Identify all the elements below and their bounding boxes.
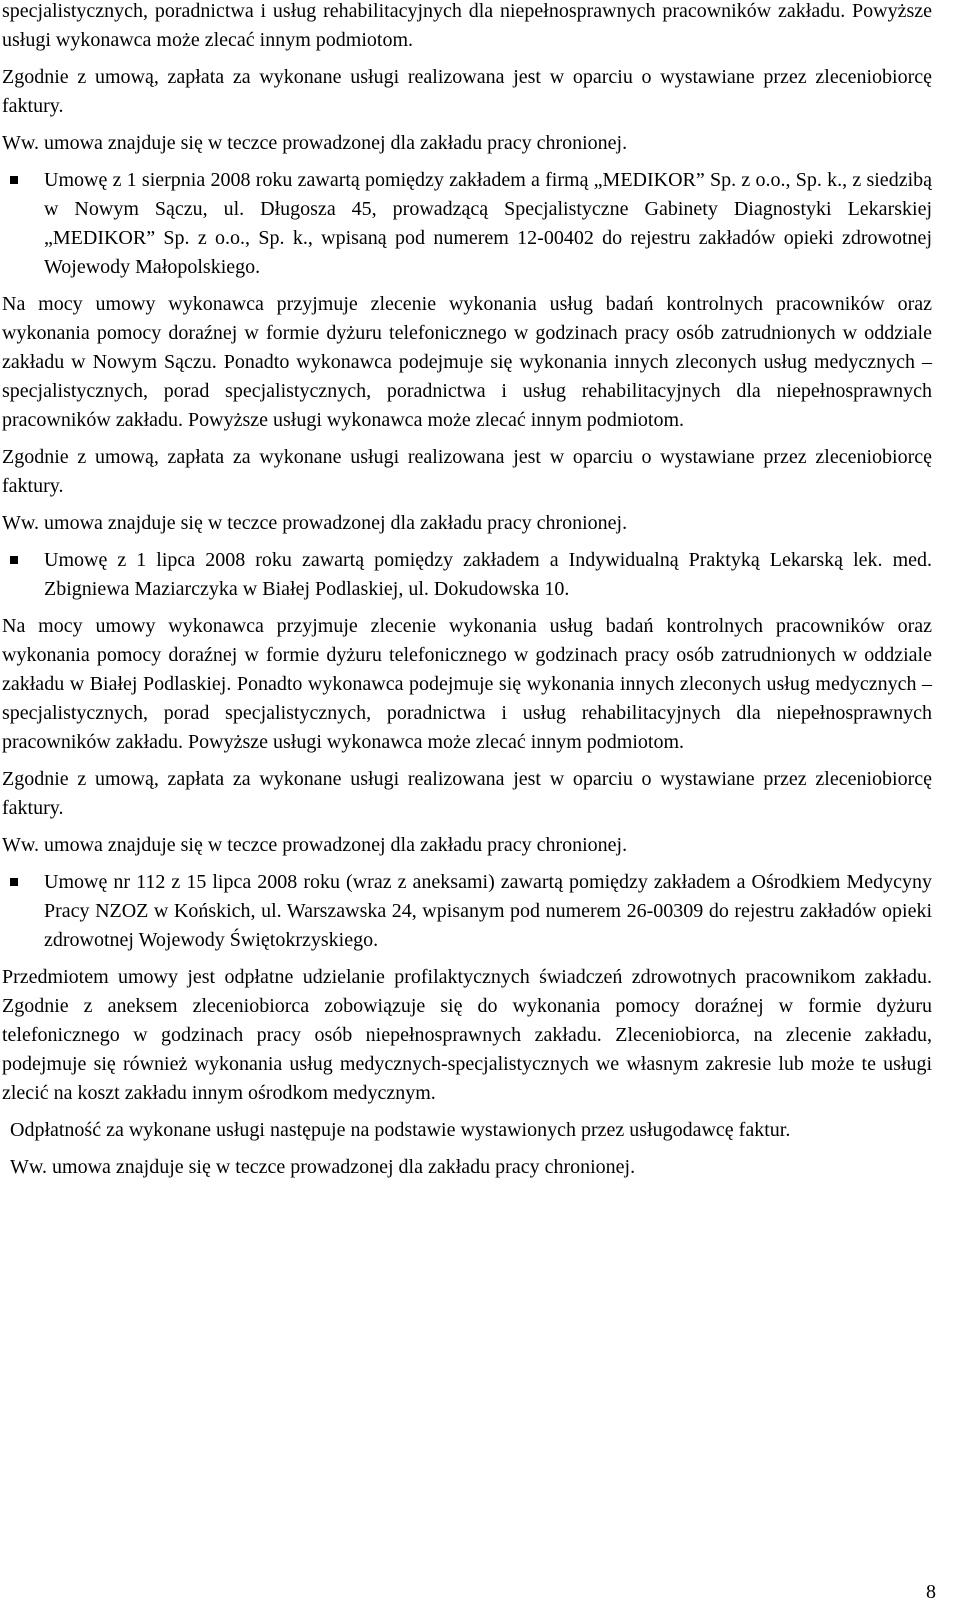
paragraph: Na mocy umowy wykonawca przyjmuje zlecenie wykonania usług badań kontrolnych pracowników oraz wykonania pomocy doraźnej w formie dyżuru telefonicznego w godzinach pracy osób zatrudnionych w oddziale zakładu w Białej Podlaskiej. Ponadto wykonawca podejmuje się wykonania innych zleconych usług medycznych – specjalistycznych, porad specjalistycznych, poradnictwa i usług rehabilitacyjnych dla niepełnosprawnych pracowników zakładu. Powyższe usługi wykonawca może zlecać innym podmiotom. [2, 615, 932, 753]
paragraph: Zgodnie z umową, zapłata za wykonane usługi realizowana jest w oparciu o wystawiane przez zleceniobiorcę faktury. [2, 768, 932, 819]
paragraph: Ww. umowa znajduje się w teczce prowadzonej dla zakładu pracy chronionej. [2, 132, 628, 154]
bullet-text: Umowę z 1 sierpnia 2008 roku zawartą pomiędzy zakładem a firmą „MEDIKOR” Sp. z o.o., Sp. k., z siedzibą w Nowym Sączu, ul. Długosza 45, prowadzącą Specjalistyczne Gabinety Diagnostyki Lekarskiej „MEDIKOR” Sp. z o.o., Sp. k., wpisaną pod numerem 12-00402 do rejestru zakładów opieki zdrowotnej Wojewody Małopolskiego. [44, 169, 932, 278]
bullet-text: Umowę nr 112 z 15 lipca 2008 roku (wraz z aneksami) zawartą pomiędzy zakładem a Ośrodkiem Medycyny Pracy NZOZ w Końskich, ul. Warszawska 24, wpisanym pod numerem 26-00309 do rejestru zakładów opieki zdrowotnej Wojewody Świętokrzyskiego. [44, 871, 932, 951]
paragraph: Ww. umowa znajduje się w teczce prowadzonej dla zakładu pracy chronionej. [2, 834, 628, 856]
paragraph: Ww. umowa znajduje się w teczce prowadzonej dla zakładu pracy chronionej. [2, 512, 628, 534]
bullet-text: Umowę z 1 lipca 2008 roku zawartą pomiędzy zakładem a Indywidualną Praktyką Lekarską lek. med. Zbigniewa Maziarczyka w Białej Podlaskiej, ul. Dokudowska 10. [44, 549, 932, 600]
paragraph: Odpłatność za wykonane usługi następuje na podstawie wystawionych przez usługodawcę faktur. [10, 1119, 791, 1141]
paragraph: Zgodnie z umową, zapłata za wykonane usługi realizowana jest w oparciu o wystawiane przez zleceniobiorcę faktury. [2, 446, 932, 497]
bullet-square-icon [10, 176, 18, 184]
document-body [2, 0, 932, 1190]
bullet-square-icon [10, 556, 18, 564]
paragraph: Przedmiotem umowy jest odpłatne udzielanie profilaktycznych świadczeń zdrowotnych pracownikom zakładu. Zgodnie z aneksem zleceniobiorca zobowiązuje się do wykonania pomocy doraźnej w formie dyżuru telefonicznego w godzinach pracy osób niepełnosprawnych zakładu. Zleceniobiorca, na zlecenie zakładu, podejmuje się również wykonania usług medycznych-specjalistycznych we własnym zakresie lub może te usługi zlecić na koszt zakładu innym ośrodkom medycznym. [2, 966, 932, 1104]
paragraph: Ww. umowa znajduje się w teczce prowadzonej dla zakładu pracy chronionej. [10, 1156, 636, 1178]
bullet-item [2, 546, 932, 604]
bullet-square-icon [10, 878, 18, 886]
page-number: 8 [926, 1581, 936, 1603]
bullet-item [2, 166, 932, 282]
paragraph: Na mocy umowy wykonawca przyjmuje zlecenie wykonania usług badań kontrolnych pracowników oraz wykonania pomocy doraźnej w formie dyżuru telefonicznego w godzinach pracy osób zatrudnionych w oddziale zakładu w Nowym Sączu. Ponadto wykonawca podejmuje się wykonania innych zleconych usług medycznych – specjalistycznych, porad specjalistycznych, poradnictwa i usług rehabilitacyjnych dla niepełnosprawnych pracowników zakładu. Powyższe usługi wykonawca może zlecać innym podmiotom. [2, 293, 932, 431]
paragraph: specjalistycznych, poradnictwa i usług rehabilitacyjnych dla niepełnosprawnych pracowników zakładu. Powyższe usługi wykonawca może zlecać innym podmiotom. [2, 0, 932, 51]
bullet-item [2, 868, 932, 955]
paragraph: Zgodnie z umową, zapłata za wykonane usługi realizowana jest w oparciu o wystawiane przez zleceniobiorcę faktury. [2, 66, 932, 117]
